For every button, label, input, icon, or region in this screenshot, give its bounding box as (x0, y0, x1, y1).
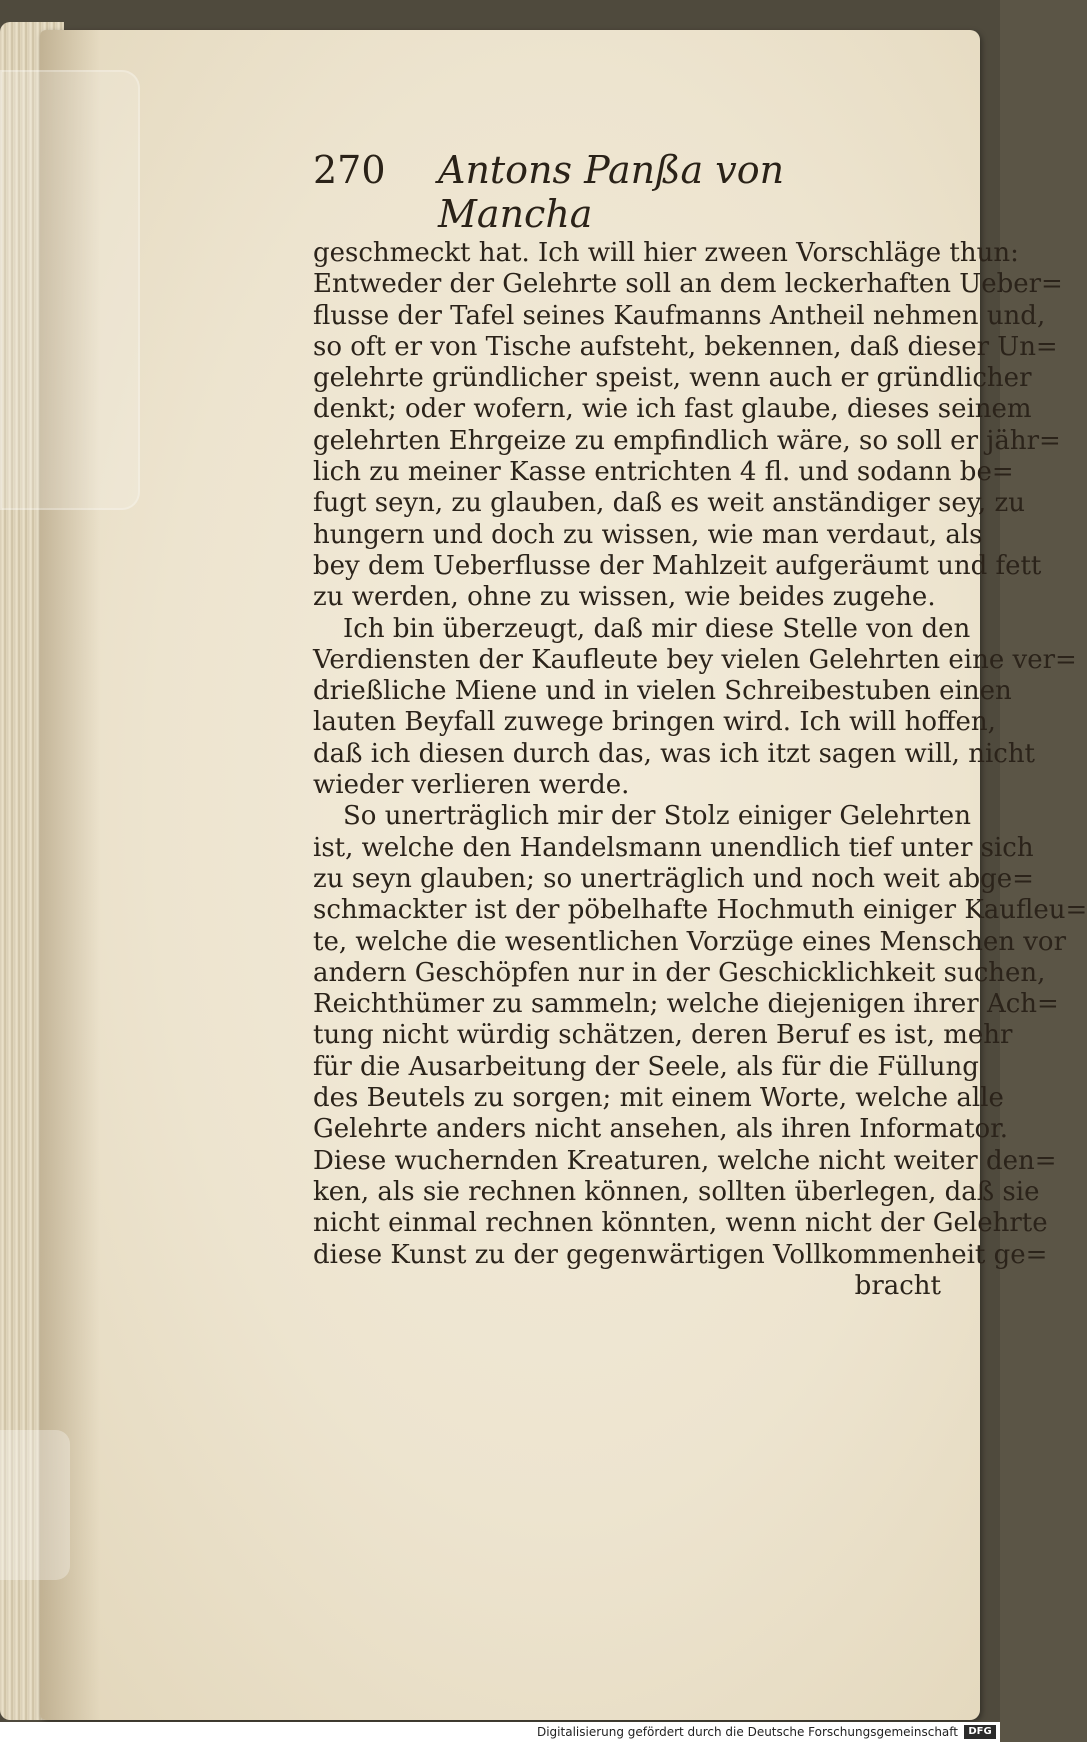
text-line: nicht einmal rechnen könnten, wenn nicht der Gelehrte (313, 1208, 1048, 1239)
text-line: bey dem Ueberflusse der Mahlzeit aufgeräumt und fett (313, 550, 1042, 581)
text-line: für die Ausarbeitung der Seele, als für die Füllung (313, 1051, 979, 1082)
dfg-logo-icon: DFG (964, 1725, 996, 1739)
page-clip-top (0, 70, 140, 510)
catchword: bracht (854, 1270, 941, 1301)
footer-bar (0, 1722, 1000, 1742)
text-line: zu werden, ohne zu wissen, wie beides zugehe. (313, 582, 936, 613)
text-line: drießliche Miene und in vielen Schreibestuben einen (313, 676, 1012, 707)
page-clip-bottom (0, 1430, 70, 1580)
paragraph (313, 613, 1077, 802)
text-line: Entweder der Gelehrte soll an dem leckerhaften Ueber= (313, 269, 1063, 300)
text-line: Reichthümer zu sammeln; welche diejenigen ihrer Ach= (313, 989, 1059, 1020)
text-line: So unerträglich mir der Stolz einiger Gelehrten (343, 801, 971, 832)
text-line: lich zu meiner Kasse entrichten 4 fl. und sodann be= (313, 457, 1014, 488)
text-line: geschmeckt hat. Ich will hier zween Vorschläge thun: (313, 238, 1019, 268)
text-line: zu seyn glauben; so unerträglich und noch weit abge= (313, 863, 1034, 894)
text-line: Diese wuchernden Kreaturen, welche nicht weiter den= (313, 1145, 1057, 1176)
paragraph (313, 801, 1087, 1270)
text-line: lauten Beyfall zuwege bringen wird. Ich will hoffen, (313, 707, 996, 738)
body-text (313, 238, 1087, 1302)
text-line: daß ich diesen durch das, was ich itzt sagen will, nicht (313, 738, 1036, 769)
text-line: gelehrten Ehrgeize zu empfindlich wäre, so soll er jähr= (313, 425, 1061, 456)
text-line: Verdiensten der Kaufleute bey vielen Gelehrten eine ver= (313, 644, 1077, 675)
paragraph (313, 238, 1063, 614)
text-line: fugt seyn, zu glauben, daß es weit anständiger sey, zu (313, 488, 1025, 519)
page-number: 270 (313, 148, 386, 192)
text-line: gelehrte gründlicher speist, wenn auch er gründlicher (313, 363, 1032, 394)
text-line: ken, als sie rechnen können, sollten überlegen, daß sie (313, 1176, 1040, 1207)
text-line: des Beutels zu sorgen; mit einem Worte, welche alle (313, 1083, 1004, 1114)
text-line: diese Kunst zu der gegenwärtigen Vollkommenheit ge= (313, 1239, 1048, 1270)
text-line: tung nicht würdig schätzen, deren Beruf es ist, mehr (313, 1020, 1013, 1051)
text-line: wieder verlieren werde. (313, 770, 630, 801)
text-line: ist, welche den Handelsmann unendlich tief unter sich (313, 832, 1034, 863)
text-line: schmackter ist der pöbelhafte Hochmuth einiger Kaufleu= (313, 895, 1087, 926)
text-line: Gelehrte anders nicht ansehen, als ihren Informator. (313, 1114, 1009, 1145)
footer-credit: Digitalisierung gefördert durch die Deutsche Forschungsgemeinschaft (536, 1725, 958, 1739)
running-head: Antons Panßa von Mancha (438, 148, 785, 236)
text-line: so oft er von Tische aufsteht, bekennen, daß dieser Un= (313, 331, 1058, 362)
text-line: Ich bin überzeugt, daß mir diese Stelle von den (343, 613, 971, 644)
text-line: andern Geschöpfen nur in der Geschicklichkeit suchen, (313, 957, 1046, 988)
page-header (313, 148, 873, 236)
text-line: te, welche die wesentlichen Vorzüge eines Menschen vor (313, 926, 1067, 957)
text-line: hungern und doch zu wissen, wie man verdaut, als (313, 519, 983, 550)
text-line: denkt; oder wofern, wie ich fast glaube, dieses seinem (313, 394, 1032, 425)
text-line: flusse der Tafel seines Kaufmanns Antheil nehmen und, (313, 300, 1046, 331)
